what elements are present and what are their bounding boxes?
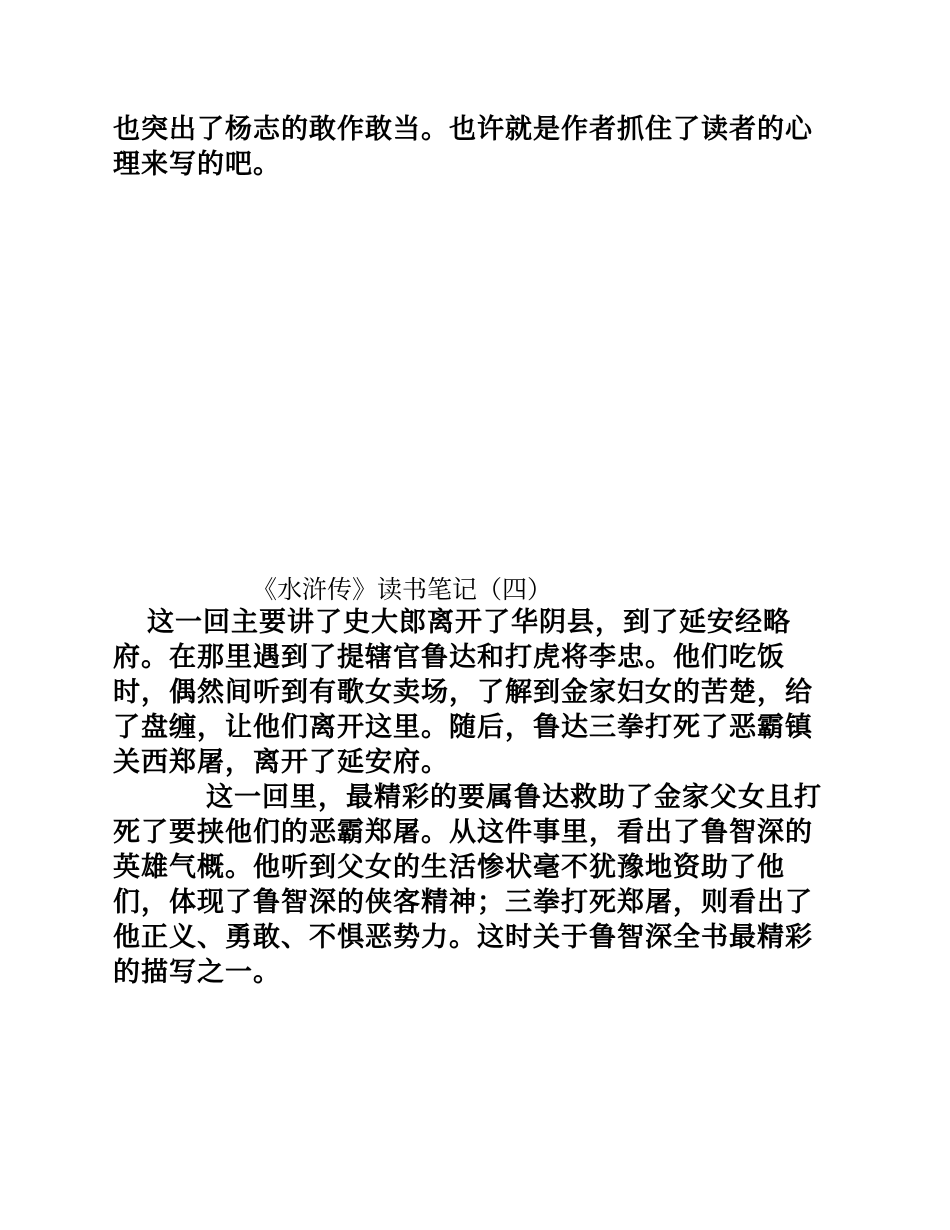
body-paragraph-2: 这一回里，最精彩的要属鲁达救助了金家父女且打死了要挟他们的恶霸郑屠。从这件事里，看出了鲁智深的英雄气概。他听到父女的生活惨状毫不犹豫地资助了他们，体现了鲁智深的侠客精神；三拳打死郑屠，则看出了他正义、勇敢、不惧恶势力。这时关于鲁智深全书最精彩的描写之一。 (113, 782, 822, 988)
section-title: 《水浒传》读书笔记（四） (252, 575, 553, 604)
continuation-text: 也突出了杨志的敢作敢当。也许就是作者抓住了读者的心理来写的吧。 (113, 114, 813, 180)
body-paragraph-1: 这一回主要讲了史大郎离开了华阴县，到了延安经略府。在那里遇到了提辖官鲁达和打虎将李忠。他们吃饭时，偶然间听到有歌女卖场，了解到金家妇女的苦楚，给了盘缠，让他们离开这里。随后，鲁达三拳打死了恶霸镇关西郑屠，离开了延安府。 (113, 607, 813, 778)
continuation-paragraph (113, 112, 840, 182)
section-body (113, 605, 840, 990)
